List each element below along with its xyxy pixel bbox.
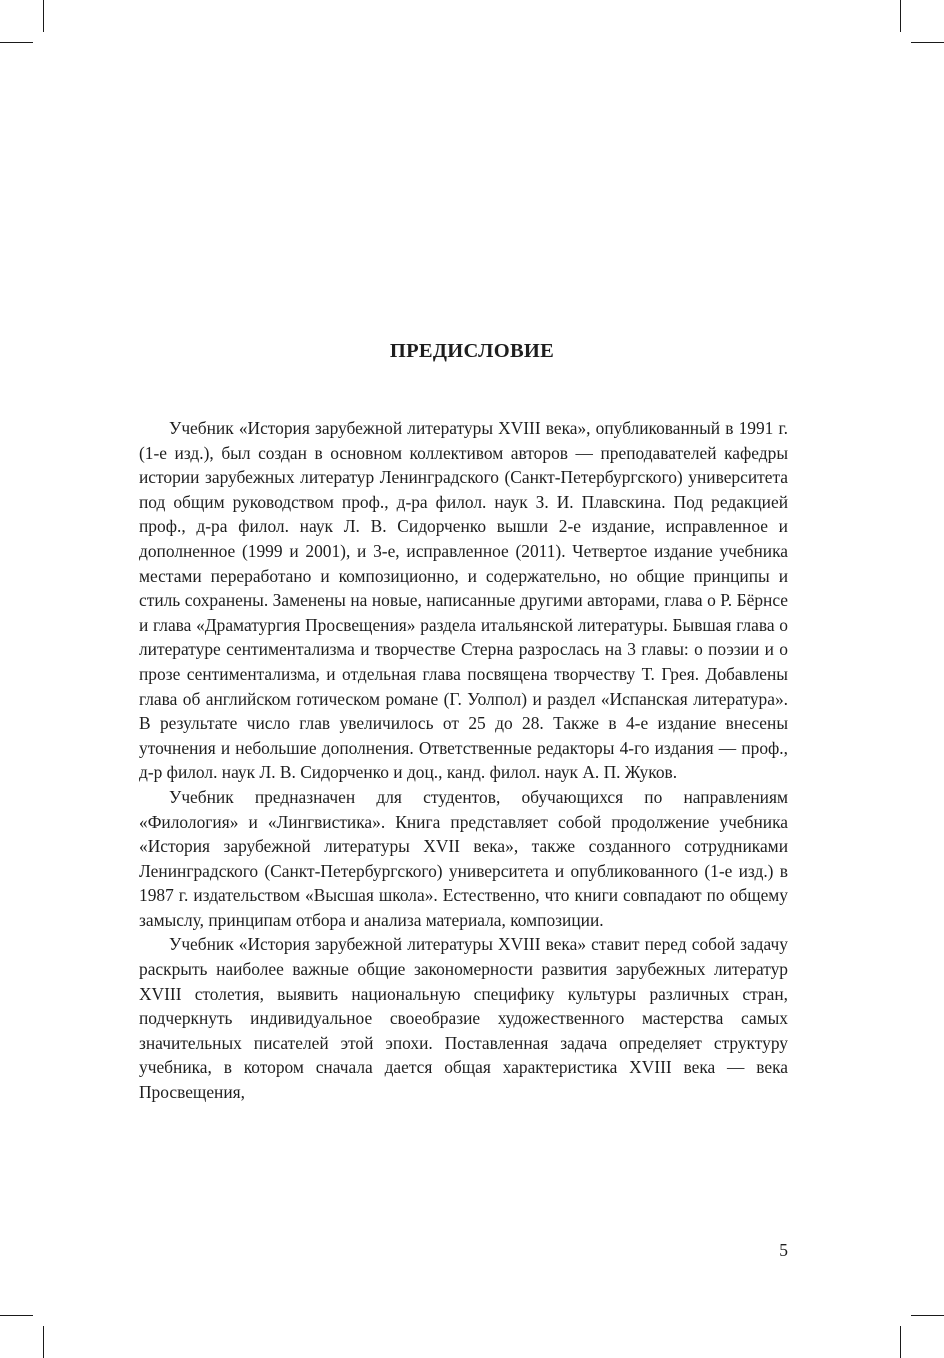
paragraph-3: Учебник «История зарубежной литературы XVIII века» ставит перед собой задачу раскрыть наиболее важные общие закономерности развития зарубежных литератур XVIII столетия, выявить национальную специфику культуры различных стран, подчеркнуть индивидуальное своеобразие художественного мастерства самых значительных писателей этой эпохи. Поставленная задача определяет структуру учебника, в котором сначала дается общая характеристика XVIII века — века Просвещения, (139, 934, 788, 1103)
crop-mark-bottom-left-vertical (43, 1326, 44, 1358)
crop-mark-top-left-horizontal (0, 42, 33, 43)
crop-mark-top-right-vertical (900, 0, 901, 32)
crop-mark-bottom-right-vertical (900, 1326, 901, 1358)
crop-mark-bottom-right-horizontal (911, 1315, 944, 1316)
crop-mark-bottom-left-horizontal (0, 1315, 33, 1316)
crop-mark-top-right-horizontal (911, 42, 944, 43)
paragraph-1: Учебник «История зарубежной литературы XVIII века», опубликованный в 1991 г. (1-е изд.), был создан в основном коллективом авторов — преподавателей кафедры истории зарубежных литератур Ленинградского (Санкт-Петербургского) университета под общим руководством проф., д-ра филол. наук З. И. Плавскина. Под редакцией проф., д-ра филол. наук Л. В. Сидорченко вышли 2-е издание, исправленное и дополненное (1999 и 2001), и 3-е, исправленное (2011). Четвертое издание учебника местами переработано и композиционно, и содержательно, но общие принципы и стиль сохранены. Заменены на новые, написанные другими авторами, глава о Р. Бёрнсе и глава «Драматургия Просвещения» раздела итальянской литературы. Бывшая глава о литературе сентиментализма и творчестве Стерна разрослась на 3 главы: о поэзии и о прозе сентиментализма, и отдельная глава посвящена творчеству Т. Грея. Добавлены глава об английском готическом романе (Г. Уолпол) и раздел «Испанская литература». В результате число глав увеличилось от 25 до 28. Также в 4-е издание внесены уточнения и небольшие дополнения. Ответственные редакторы 4-го издания — проф., д-р филол. наук Л. В. Сидорченко и доц., канд. филол. наук А. П. Жуков. (139, 418, 788, 783)
paragraph-2: Учебник предназначен для студентов, обучающихся по направлениям «Филология» и «Лингвистика». Книга представляет собой продолжение учебника «История зарубежной литературы XVII века», также созданного сотрудниками Ленинградского (Санкт-Петербургского) университета и опубликованного (1-е изд.) в 1987 г. издательством «Высшая школа». Естественно, что книги совпадают по общему замыслу, принципам отбора и анализа материала, композиции. (139, 786, 788, 930)
page-title: ПРЕДИСЛОВИЕ (389, 340, 555, 362)
crop-mark-top-left-vertical (43, 0, 44, 32)
body-text (139, 416, 788, 1105)
page-number: 5 (779, 1240, 788, 1260)
